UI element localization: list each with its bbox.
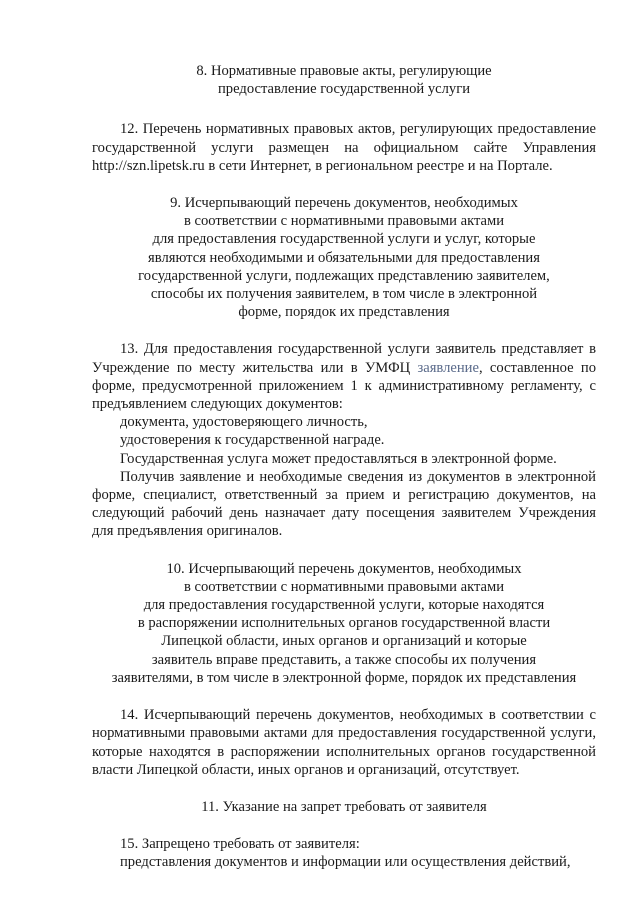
paragraph-after-receipt: Получив заявление и необходимые сведения из документов в электронной форме, специалист, ответственный за прием и регистрацию документов, на следующий рабочий день назначает дату посещения заявителем Учреждения для предъявления оригиналов.	[92, 468, 596, 540]
section-9-heading: 9. Исчерпывающий перечень документов, необходимых в соответствии с нормативными правовыми актами для предоставления государственной услуги и услуг, которые являются необходимыми и обязательными для предоставления государственной услуги, подлежащих представлению заявителем, способы их получения заявителем, в том числе в электронной форме, порядок их представления	[138, 195, 550, 321]
paragraph-13-part1: 13. Для предоставления государственной услуги заявитель представляет в Учреждение по месту жительства или в УМФЦ	[92, 341, 596, 376]
list-item-identity-document: документа, удостоверяющего личность,	[120, 414, 368, 431]
paragraph-15: 15. Запрещено требовать от заявителя:	[120, 836, 360, 853]
paragraph-15-item: представления документов и информации или осуществления действий,	[120, 854, 571, 871]
paragraph-13-part2: , составленное по форме, предусмотренной приложением 1 к административному регламенту, с предъявлением следующих документов:	[92, 359, 596, 413]
list-item-award-certificate: удостоверения к государственной награде.	[120, 432, 385, 449]
document-page	[92, 62, 596, 872]
paragraph-14: 14. Исчерпывающий перечень документов, необходимых в соответствии с нормативными правовыми актами для предоставления государственной услуги, которые находятся в распоряжении исполнительных органов государственной власти Липецкой области, иных органов и организаций, отсутствует.	[92, 707, 596, 778]
section-10-heading: 10. Исчерпывающий перечень документов, необходимых в соответствии с нормативными правовыми актами для предоставления государственной услуги, которые находятся в распоряжении исполнительных органов государственной власти Липецкой области, иных органов и организаций и которые заявитель вправе представить, а также способы их получения заявителями, в том числе в электронной форме, порядок их представления	[111, 560, 577, 686]
paragraph-13	[92, 340, 596, 413]
application-word: заявление	[417, 359, 479, 376]
section-8-heading: 8. Нормативные правовые акты, регулирующие предоставление государственной услуги	[196, 63, 492, 98]
paragraph-electronic-form: Государственная услуга может предоставляться в электронной форме.	[120, 450, 557, 467]
paragraph-12: 12. Перечень нормативных правовых актов, регулирующих предоставление государственной услуги размещен на официальном сайте Управления http://szn.lipetsk.ru в сети Интернет, в региональном реестре и на Портале.	[92, 121, 596, 174]
section-11-heading: 11. Указание на запрет требовать от заявителя	[201, 798, 487, 815]
